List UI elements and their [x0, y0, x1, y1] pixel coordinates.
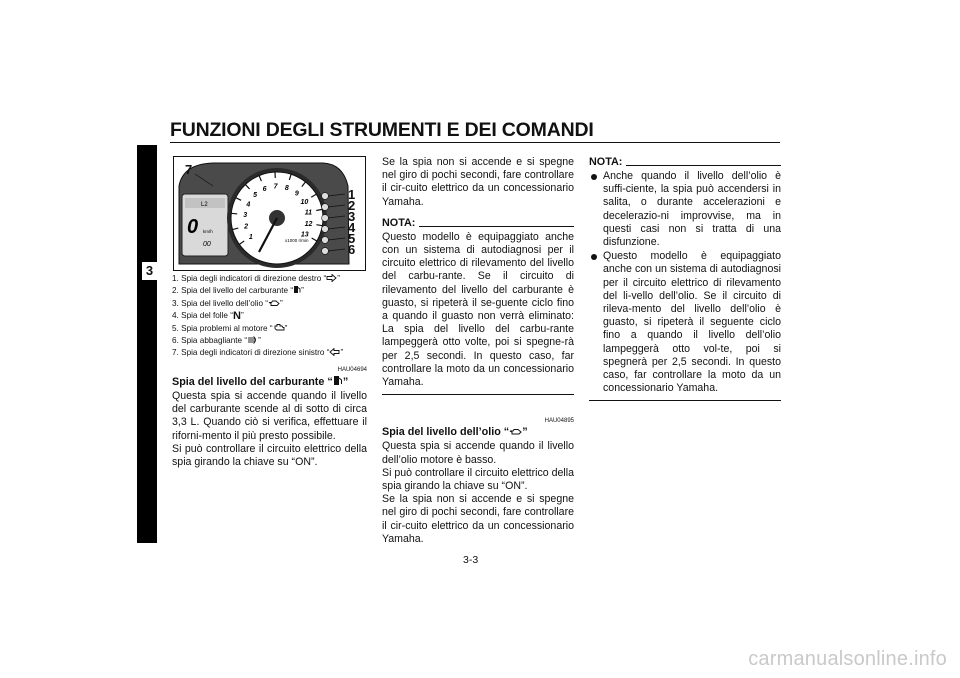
speed-unit: km/h [203, 229, 213, 234]
dial-number: 10 [300, 198, 309, 206]
fuel-pump-icon [293, 285, 301, 297]
reference-code: HAU04895 [544, 418, 574, 425]
instrument-panel-figure [173, 156, 366, 271]
callout-3: 3 [348, 209, 356, 224]
oil-body-1: Questa spia si accende quando il livello dell’olio motore è basso. [382, 440, 574, 466]
watermark: carmanualsonline.info [748, 648, 947, 670]
callout-5: 5 [348, 231, 356, 246]
chapter-tab [137, 145, 157, 543]
fuel-pump-icon [333, 375, 343, 390]
dial-number: 13 [300, 231, 309, 239]
left-column [172, 156, 367, 469]
dial-number: 11 [304, 209, 313, 217]
oil-can-icon [509, 427, 522, 440]
section-title-fuel: Spia del livello del carburante “ ” [172, 375, 367, 390]
oil-body-3: Se la spia non si accende e si spegne nel giro di pochi secondi, fare controllare il cir-cuito elettrico da un concessionario Yamaha. [382, 493, 574, 545]
right-column [589, 156, 781, 401]
nota-header [382, 217, 574, 229]
engine-icon [273, 323, 285, 335]
nota-end-rule [589, 400, 781, 401]
dial-number: 1 [248, 233, 253, 241]
page-number: 3-3 [463, 554, 479, 566]
nota-rule [626, 165, 781, 166]
figure-caption: 3. Spia del livello dell’olio “ ” [172, 298, 367, 310]
arrow-left-icon [329, 348, 340, 359]
figure-caption: 6. Spia abbagliante “ ” [172, 335, 367, 347]
callout-6: 6 [348, 242, 356, 257]
figure-caption: 7. Spia degli indicatori di direzione sinistro “ ” [172, 347, 367, 359]
callout-1: 1 [348, 187, 356, 202]
nota-end-rule [382, 394, 574, 395]
nota-bullets [589, 170, 781, 395]
nota-label: NOTA: [382, 216, 416, 229]
neutral-glyph: N [233, 310, 241, 323]
figure-captions [172, 273, 367, 360]
figure-caption: 5. Spia problemi al motore “ ” [172, 323, 367, 335]
chapter-number: 3 [142, 262, 157, 280]
callout-2: 2 [348, 198, 356, 213]
speed-digit: 0 [187, 216, 199, 238]
dial-number: 12 [304, 220, 313, 228]
middle-para-1: Se la spia non si accende e si spegne nel giro di pochi secondi, fare controllare il cir-cuito elettrico da un concessionario Yamaha. [382, 156, 574, 208]
dial-number: 7 [273, 183, 278, 191]
tachometer-unit: x1000 r/min [285, 238, 309, 243]
list-item: Anche quando il livello dell’olio è suffi-ciente, la spia può accendersi in salita, o durante accelerazioni e decelerazio-ni improvvise, ma in questi casi non si tratta di una disfunzione. [589, 170, 781, 249]
nota-label: NOTA: [589, 156, 623, 168]
figure-caption: 2. Spia del livello del carburante “ ” [172, 285, 367, 297]
display-top-text: L2 [201, 202, 208, 208]
arrow-right-icon [326, 274, 337, 285]
dial-number: 3 [243, 212, 248, 220]
callout-7: 7 [185, 162, 193, 177]
high-beam-icon [247, 336, 258, 347]
dial-number: 5 [253, 192, 257, 200]
fuel-body: Questa spia si accende quando il livello del carburante scende al di sotto di circa 3,3 L. Quando ciò si verifica, effettuare il riforni-mento il più presto possibile. [172, 390, 367, 442]
page-title: FUNZIONI DEGLI STRUMENTI E DEI COMANDI [170, 119, 594, 141]
dial-number: 4 [246, 201, 251, 209]
display-small-digits: 00 [203, 241, 211, 248]
callout-4: 4 [348, 220, 356, 235]
header-rule [170, 142, 780, 143]
section-title-oil: Spia del livello dell’olio “ ” [382, 426, 574, 440]
nota-body: Questo modello è equipaggiato anche con un sistema di autodiagnosi per il circuito elettrico di rilevamento del livello del carbu-rante. Se il circuito di rilevamento del livello del carburante è guasto, si ripeterà il se-guente ciclo fino a quando il guasto non verrà eliminato: La spia del livello del carbu-rante lampeggerà otto volte, poi si spegne-rà per 2,5 secondi. In questo caso, far controllare la moto da un concessionario Yamaha. [382, 230, 574, 389]
dial-tick [231, 213, 237, 214]
dial-number: 2 [244, 223, 248, 231]
instrument-panel-illustration [173, 156, 366, 271]
oil-body-2: Si può controllare il circuito elettrico della spia girando la chiave su “ON”. [382, 466, 574, 493]
oil-can-icon [268, 299, 280, 310]
dial-number: 6 [262, 186, 267, 194]
nota-rule [419, 226, 574, 227]
dial-number: 9 [294, 190, 299, 198]
figure-caption: 4. Spia del folle “N” [172, 310, 244, 323]
dial-number: 8 [284, 185, 289, 193]
middle-column [382, 156, 574, 546]
nota-header [589, 156, 781, 168]
reference-code: HAU04694 [337, 366, 367, 373]
figure-caption: 1. Spia degli indicatori di direzione destro “ ” [172, 273, 367, 285]
list-item: Questo modello è equipaggiato anche con un sistema di autodiagnosi per il circuito elettrico di rilevamento del li-vello dell’olio. Se il circuito di rileva-mento del livello dell’olio è guasto, si ripeterà il seguente ciclo fino a quando il livello dell’olio lampeggerà otto vol-te, poi si spegnerà per 2,5 secondi. In questo caso, far controllare la moto da un concessionario Yamaha. [589, 250, 781, 395]
fuel-body-2: Si può controllare il circuito elettrico della spia girando la chiave su “ON”. [172, 442, 367, 469]
